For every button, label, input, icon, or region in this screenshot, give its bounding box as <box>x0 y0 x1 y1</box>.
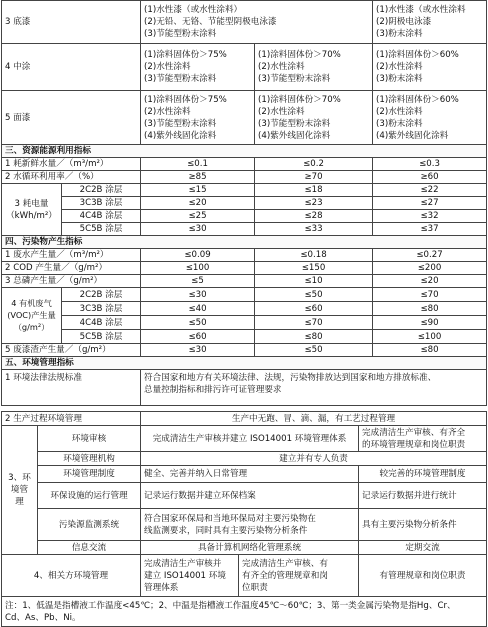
topcoat-level-3 <box>373 91 487 145</box>
phosphorus-label: 3 总磷产生量／（g/m²） <box>2 275 141 288</box>
row-law <box>2 370 487 406</box>
midcoat-l1-item-3: (3)节能型粉末涂料 <box>144 74 217 84</box>
topcoat-level-2 <box>255 91 373 145</box>
power-row-3-v1: ≤25 <box>141 210 255 223</box>
audit-label: 环境审核 <box>38 426 141 452</box>
voc-row-3-v3: ≤90 <box>373 316 487 330</box>
row-section-mgmt <box>2 357 487 370</box>
audit-v1: 完成清洁生产审核并建立 ISO14001 环境管理体系 <box>141 426 359 452</box>
law-text-cell <box>141 370 487 406</box>
related-v2-1: 完成清洁生产审核、有 <box>242 558 328 569</box>
power-row-3-name: 4C4B 涂层 <box>62 210 141 223</box>
row-recycle <box>2 171 487 184</box>
midcoat-l2-item-2: (2)水性涂料 <box>258 62 305 72</box>
audit-v2-2: 的环境管理规章和岗位职责 <box>362 439 466 450</box>
env-label-cell <box>2 426 38 555</box>
power-row-4-v2: ≤33 <box>255 223 373 236</box>
fresh-water-label: 1 耗新鲜水量／（m³/m²） <box>2 158 141 171</box>
midcoat-level-1 <box>141 44 255 91</box>
monitor-v1-cell <box>141 509 359 541</box>
voc-label-1: 4 有机废气 <box>11 297 52 308</box>
info-v2: 定期交流 <box>359 541 487 555</box>
related-v2-cell <box>239 555 359 597</box>
topcoat-l3-item-1: (1)涂料固体份＞60% <box>376 94 459 105</box>
footnote-line-2: Cd、As、Pb、Ni。 <box>5 612 81 623</box>
primer-level-1 <box>141 1 373 44</box>
power-row-2-v2: ≤23 <box>255 197 373 210</box>
topcoat-l2-item-2: (2)水性涂料 <box>258 106 305 117</box>
power-row-1-v3: ≤22 <box>373 184 487 197</box>
residue-v2: ≤50 <box>255 344 373 357</box>
voc-row-2-name: 3C3B 涂层 <box>62 302 141 316</box>
voc-row-4-v3: ≤100 <box>373 330 487 344</box>
topcoat-l2-item-3: (3)节能型粉末涂料 <box>258 118 331 129</box>
residue-label: 5 废漆渣产生量／（g/m²） <box>2 344 141 357</box>
row-section-pollution <box>2 236 487 249</box>
topcoat-l3-item-4: (4)紫外线固化涂料 <box>376 130 449 141</box>
topcoat-l1-item-4: (4)紫外线固化涂料 <box>144 130 217 141</box>
power-row-4-name: 5C5B 涂层 <box>62 223 141 236</box>
cod-v1: ≤100 <box>141 262 255 275</box>
row-fresh-water <box>2 158 487 171</box>
monitor-v1-2: 线监测要求，同时具有主要污染物分析条件 <box>144 525 308 536</box>
voc-row-1-v2: ≤50 <box>255 288 373 302</box>
row-process <box>2 412 487 426</box>
midcoat-l2-item-3: (3)节能型粉末涂料 <box>258 74 331 84</box>
voc-row-4-name: 5C5B 涂层 <box>62 330 141 344</box>
org-value: 建立并有专人负责 <box>141 452 487 466</box>
voc-label-3: （g/m²） <box>13 321 50 332</box>
related-v1-3: 管理体系 <box>144 582 179 593</box>
power-row-1-name: 2C2B 涂层 <box>62 184 141 197</box>
row-voc-1 <box>2 288 487 302</box>
row-power-1 <box>2 184 487 197</box>
related-v1-2: 建立 ISO14001 环境 <box>144 570 226 581</box>
row-residue <box>2 344 487 357</box>
process-text: 生产中无跑、冒、滴、漏，有工艺过程管理 <box>141 412 487 426</box>
topcoat-l3-item-3: (3)粉末涂料 <box>376 118 423 129</box>
process-label: 2 生产过程环境管理 <box>2 412 141 426</box>
env-label-3: 理 <box>15 497 24 507</box>
related-v1-cell <box>141 555 239 597</box>
related-v2-2: 有齐全的管理规章和岗 <box>242 570 328 581</box>
topcoat-label: 5 面漆 <box>2 91 141 145</box>
org-label: 环境管理机构 <box>38 452 141 466</box>
row-related <box>2 555 487 597</box>
primer-label: 3 底漆 <box>2 1 141 44</box>
wastewater-v1: ≤0.09 <box>141 249 255 262</box>
row-info <box>2 541 487 555</box>
footnote-line-1: 注：1、低温是指槽液工作温度<45℃；2、中温是指槽液工作温度45℃～60℃；3、第一类金属污染物是指Hg、Cr、 <box>5 600 456 611</box>
facility-label: 环保设施的运行管理 <box>38 483 141 509</box>
phosphorus-v2: ≤10 <box>255 275 373 288</box>
wastewater-v2: ≤0.18 <box>255 249 373 262</box>
residue-v3: ≤80 <box>373 344 487 357</box>
primer-l3-item-3: (3)粉末涂料 <box>376 29 423 39</box>
power-row-4-v1: ≤30 <box>141 223 255 236</box>
row-voc-4 <box>2 330 487 344</box>
residue-v1: ≤30 <box>141 344 255 357</box>
system-v2: 较完善的环境管理制度 <box>359 466 487 483</box>
row-voc-2 <box>2 302 487 316</box>
midcoat-l3-item-2: (2)水性涂料 <box>376 62 423 72</box>
row-power-2 <box>2 197 487 210</box>
law-text-1: 符合国家和地方有关环境法律、法规，污染物排放达到国家和地方排放标准、 <box>144 373 437 383</box>
system-v1: 健全、完善并纳入日常管理 <box>141 466 359 483</box>
standards-table <box>1 0 487 406</box>
power-unit: （kWh/m²） <box>6 210 57 221</box>
power-row-1-v2: ≤18 <box>255 184 373 197</box>
monitor-label: 污染源监测系统 <box>38 509 141 541</box>
row-topcoat <box>2 91 487 145</box>
row-primer <box>2 1 487 44</box>
cod-label: 2 COD 产生量／（g/m²） <box>2 262 141 275</box>
wastewater-label: 1 废水产生量／（m³/m²） <box>2 249 141 262</box>
recycle-v3: ≥60 <box>373 171 487 184</box>
info-v1: 具备计算机网络化管理系统 <box>141 541 359 555</box>
power-row-4-v3: ≤37 <box>373 223 487 236</box>
related-v2-3: 位职责 <box>242 582 268 593</box>
midcoat-label: 4 中涂 <box>2 44 141 91</box>
topcoat-level-1 <box>141 91 255 145</box>
related-v3: 有管理规章和岗位职责 <box>359 555 487 597</box>
phosphorus-v1: ≤5 <box>141 275 255 288</box>
row-power-4 <box>2 223 487 236</box>
row-note <box>2 597 487 627</box>
law-text-2: 总量控制指标和排污许可证管理要求 <box>144 385 282 395</box>
facility-v1: 记录运行数据并建立环保档案 <box>141 483 359 509</box>
env-label-1: 3、环 <box>8 473 31 483</box>
row-wastewater <box>2 249 487 262</box>
row-voc-3 <box>2 316 487 330</box>
voc-row-3-v2: ≤70 <box>255 316 373 330</box>
primer-l3-item-1: (1)水性漆（或水性涂料 <box>376 5 466 15</box>
audit-v2-cell <box>359 426 487 452</box>
voc-row-4-v1: ≤60 <box>141 330 255 344</box>
env-label-2: 境管 <box>10 485 29 495</box>
related-label: 4、相关方环境管理 <box>2 555 141 597</box>
row-section-resource <box>2 145 487 158</box>
recycle-v1: ≥85 <box>141 171 255 184</box>
section-resource-title: 三、资源能源利用指标 <box>2 145 487 158</box>
law-label: 1 环境法律法规标准 <box>2 370 141 406</box>
row-cod <box>2 262 487 275</box>
fresh-water-v1: ≤0.1 <box>141 158 255 171</box>
fresh-water-v2: ≤0.2 <box>255 158 373 171</box>
power-row-3-v2: ≤28 <box>255 210 373 223</box>
primer-l1-item-1: (1)水性漆（或水性涂料） <box>144 5 243 15</box>
row-system <box>2 466 487 483</box>
midcoat-level-2 <box>255 44 373 91</box>
wastewater-v3: ≤0.27 <box>373 249 487 262</box>
topcoat-l1-item-3: (3)节能型粉末涂料 <box>144 118 217 129</box>
midcoat-l2-item-1: (1)涂料固体份＞70% <box>258 50 341 60</box>
row-monitor <box>2 509 487 541</box>
row-org <box>2 452 487 466</box>
topcoat-l1-item-1: (1)涂料固体份＞75% <box>144 94 227 105</box>
power-row-1-v1: ≤15 <box>141 184 255 197</box>
cod-v2: ≤150 <box>255 262 373 275</box>
recycle-v2: ≥70 <box>255 171 373 184</box>
management-table <box>1 411 487 627</box>
midcoat-l3-item-1: (1)涂料固体份＞60% <box>376 50 459 60</box>
midcoat-l1-item-1: (1)涂料固体份＞75% <box>144 50 227 60</box>
voc-row-1-v1: ≤30 <box>141 288 255 302</box>
section-pollution-title: 四、污染物产生指标 <box>2 236 487 249</box>
topcoat-l1-item-2: (2)水性涂料 <box>144 106 191 117</box>
voc-row-4-v2: ≤80 <box>255 330 373 344</box>
voc-row-1-v3: ≤70 <box>373 288 487 302</box>
info-label: 信息交流 <box>38 541 141 555</box>
primer-l1-item-2: (2)无铅、无铬、节能型阴极电泳漆 <box>144 17 277 27</box>
power-row-2-v3: ≤27 <box>373 197 487 210</box>
related-v1-1: 完成清洁生产审核并 <box>144 558 222 569</box>
monitor-v2: 具有主要污染物分析条件 <box>359 509 487 541</box>
midcoat-l3-item-3: (3)粉末涂料 <box>376 74 423 84</box>
row-power-3 <box>2 210 487 223</box>
primer-l1-item-3: (3)节能型粉末涂料 <box>144 29 217 39</box>
voc-label-cell <box>2 288 62 344</box>
system-label: 环境管理制度 <box>38 466 141 483</box>
power-row-3-v3: ≤32 <box>373 210 487 223</box>
monitor-v1-1: 符合国家环保局和当地环保局对主要污染物在 <box>144 513 316 524</box>
row-facility <box>2 483 487 509</box>
voc-row-1-name: 2C2B 涂层 <box>62 288 141 302</box>
phosphorus-v3: ≤20 <box>373 275 487 288</box>
voc-row-2-v3: ≤80 <box>373 302 487 316</box>
row-phosphorus <box>2 275 487 288</box>
footnote <box>2 597 487 627</box>
facility-v2: 记录运行数据并进行统计 <box>359 483 487 509</box>
power-row-2-name: 3C3B 涂层 <box>62 197 141 210</box>
voc-label-2: (VOC)产生量 <box>7 309 56 320</box>
recycle-label: 2 水循环利用率／（%） <box>2 171 141 184</box>
power-row-2-v1: ≤20 <box>141 197 255 210</box>
midcoat-level-3 <box>373 44 487 91</box>
topcoat-l3-item-2: (2)水性涂料 <box>376 106 423 117</box>
cod-v3: ≤200 <box>373 262 487 275</box>
voc-row-2-v1: ≤40 <box>141 302 255 316</box>
voc-row-3-v1: ≤50 <box>141 316 255 330</box>
midcoat-l1-item-2: (2)水性涂料 <box>144 62 191 72</box>
fresh-water-v3: ≤0.3 <box>373 158 487 171</box>
power-label-cell <box>2 184 62 236</box>
topcoat-l2-item-4: (4)紫外线固化涂料 <box>258 130 331 141</box>
voc-row-2-v2: ≤60 <box>255 302 373 316</box>
row-audit <box>2 426 487 452</box>
topcoat-l2-item-1: (1)涂料固体份＞70% <box>258 94 341 105</box>
section-mgmt-title: 五、环境管理指标 <box>2 357 487 370</box>
voc-row-3-name: 4C4B 涂层 <box>62 316 141 330</box>
primer-level-3 <box>373 1 487 44</box>
primer-l3-item-2: (2)阴极电泳漆 <box>376 17 432 27</box>
audit-v2-1: 完成清洁生产审核、有齐全 <box>362 427 466 438</box>
power-label: 3 耗电量 <box>14 198 49 209</box>
row-midcoat <box>2 44 487 91</box>
